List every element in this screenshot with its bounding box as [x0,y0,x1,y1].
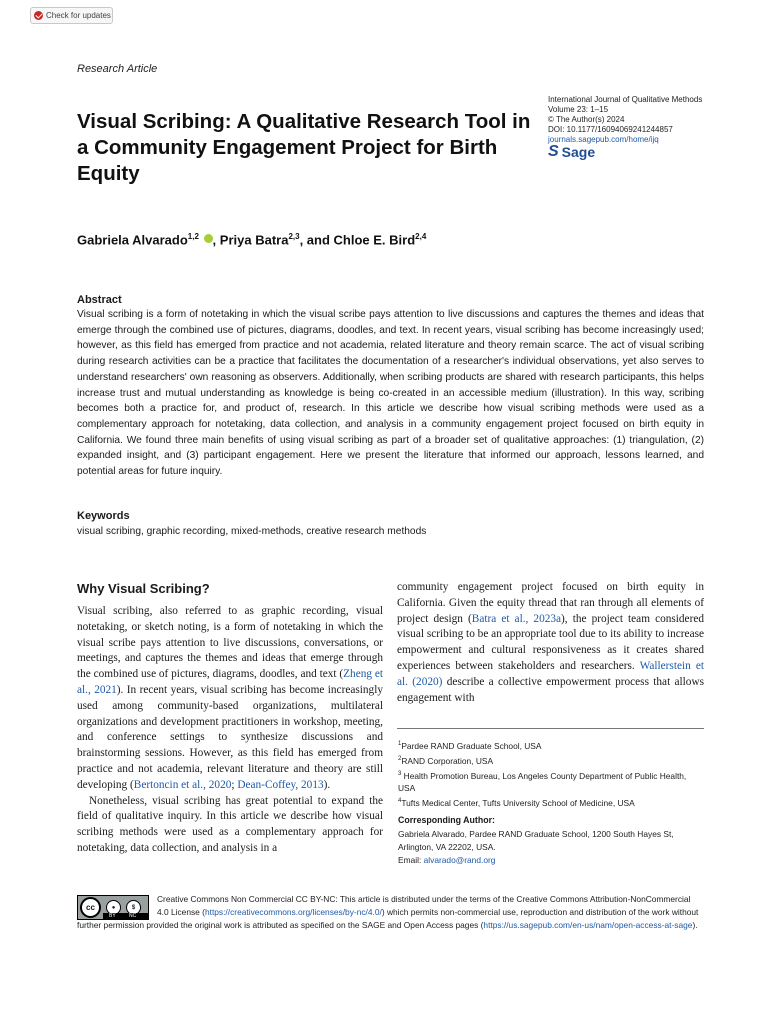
footnote-item [398,738,704,753]
footnote-item [398,795,704,810]
open-access-link[interactable]: https://us.sagepub.com/en-us/nam/open-access-at-sage [483,920,693,930]
footnote-text: RAND Corporation, USA [401,755,494,766]
attribution-person-icon: ● [106,900,121,915]
paper-title: Visual Scribing: A Qualitative Research Tool in a Community Engagement Project for Birth Equity [77,110,531,185]
author-name[interactable]: Priya Batra [219,232,289,248]
cc-logo-label-bar [103,913,148,919]
journal-info [548,95,703,160]
footnote-item [398,768,704,796]
body-text: Visual scribing, also referred to as graphic recording, visual notetaking, or sketch noting, is a form of notetaking in which the visual scribe pays attention to live discussions, conversations, or meetings, and captures the themes and ideas that emerge through the combined use of pictures, diagrams, doodles, and text ( [77,605,383,681]
keywords-text: visual scribing, graphic recording, mixed-methods, creative research methods [77,526,427,537]
footnote-text: Health Promotion Bureau, Los Angeles County Department of Public Health, USA [398,770,687,794]
email-label: Email: [398,855,424,865]
cc-nc-label: NC [129,913,137,919]
journal-name: International Journal of Qualitative Methods [548,95,703,104]
check-for-updates-label: Check for updates [46,11,111,20]
journal-copyright: © The Author(s) 2024 [548,115,625,124]
footnote-sup: 3 [398,770,402,777]
abstract-text: Visual scribing is a form of notetaking in which the visual scribe pays attention to live discussions and captures the themes and ideas that emerge through the combined use of pictures, diagrams, doodles, and text. In recent years, visual scribing has become increasingly used; however, as this field has emerged from practice and not academia, related literature and theory remain scarce. The act of visual scribing during research activities can be a practice that facilitates the documentation of a researcher's individual observations, yet also serves to understand researchers' own reasoning as observers. Additionally, when scribing products are shared with research participants, this helps increase trust and mutual understanding as knowledge is being co-created in an accessible medium (illustration). In this way, scribing becomes both a practice for, and product of, research. In this article we describe how visual scribing methods were used as a complementary approach for notetaking, data collection, and analysis in a community engagement project focused on birth equity in California. We found three main benefits of using visual scribing as part of a broader set of qualitative approaches: (1) triangulation, (2) expanded insight, and (3) participant engagement. Here we present the literature that informed our approach, lessons learned, and potential areas for future inquiry. [77,309,704,478]
noncommercial-dollar-icon: $ [126,900,141,915]
journal-volume: Volume 23: 1–15 [548,105,609,114]
author-affiliation-sup: 2,3 [288,232,300,241]
author-name[interactable]: Gabriela Alvarado [77,232,188,248]
license-text: Creative Commons Non Commercial CC BY-NC: This article is distributed under the terms of the Creative Commons Attribution-NonCommercial 4.0 License ( [157,894,691,917]
affiliation-footnotes [398,738,704,810]
body-text: ). In recent years, visual scribing has become increasingly used among community-based organizations, multilateral organizations and development practitioners in workshop, meeting, and conference settings to synthesize discussions and brainstorming sessions. However, as this field has emerged from practice and not academia, relevant literature and theory are still developing ( [77,683,383,791]
publisher-logo [548,143,702,160]
corresponding-email [398,854,704,867]
article-type: Research Article [77,63,158,75]
footnote-sup: 2 [398,755,402,762]
body-text: community engagement project focused on birth equity in California. Given the equity thread that ran through all elements of project design ( [397,581,704,625]
check-circle-icon [34,11,43,20]
license-notice [77,893,704,932]
sage-logo-icon: S [548,143,559,160]
body-paragraph: Nonetheless, visual scribing has great potential to expand the field of qualitative inquiry. In this article we describe how visual scribing methods were used as a complementary approach for notetaking, data collection, and analysis in a [77,794,383,854]
corresponding-author-heading: Corresponding Author: [398,815,495,825]
citation-link[interactable]: Batra et al., 2023a [471,612,562,625]
abstract-heading: Abstract [77,294,122,306]
license-link[interactable]: https://creativecommons.org/licenses/by-nc/4.0/ [204,907,382,917]
cc-icon: cc [80,897,101,918]
section-heading: Why Visual Scribing? [77,581,210,596]
author-affiliation-sup: 1,2 [187,232,199,241]
journal-url-link[interactable]: journals.sagepub.com/home/ijq [548,135,659,144]
body-paragraph [77,604,383,794]
corresponding-author-info [398,828,704,867]
body-column-left [77,604,383,857]
corresponding-address: Gabriela Alvarado, Pardee RAND Graduate School, 1200 South Hayes St, Arlington, VA 22202, USA. [398,829,674,852]
cc-license-logo[interactable] [77,895,149,920]
body-text: describe a collective empowerment process that allows engagement with [397,675,705,704]
citation-link[interactable]: Dean-Coffey, 2013 [237,778,324,791]
cc-by-label: BY [109,913,116,919]
license-text: ). [692,920,698,930]
license-text: ) which permits non-commercial use, reproduction and distribution of the work without further permission provided the original work is attributed as specified on the SAGE and Open Access pages ( [77,907,699,930]
footnote-text: Tufts Medical Center, Tufts University School of Medicine, USA [401,798,635,809]
citation-link[interactable]: Bertoncin et al., 2020 [133,778,232,791]
author-separator: , and [299,232,334,248]
email-link[interactable]: alvarado@rand.org [423,855,496,865]
author-separator: , [212,232,220,248]
journal-doi: DOI: 10.1177/16094069241244857 [548,125,673,134]
footnote-divider [397,728,704,729]
footnote-text: Pardee RAND Graduate School, USA [401,740,542,751]
body-text: ), the project team considered visual scribing to be an appropriate tool due to its ability to increase empowerment and cultural responsiveness as it creates shared experiences between stakeholders and researchers. [397,612,704,672]
footnote-item [398,753,704,768]
orcid-icon[interactable] [204,234,213,243]
body-paragraph [397,580,704,706]
author-affiliation-sup: 2,4 [415,232,427,241]
author-name[interactable]: Chloe E. Bird [333,232,416,248]
footnote-sup: 1 [398,741,402,747]
body-column-right [397,580,704,706]
publisher-name: Sage [561,144,596,160]
footnote-sup: 4 [398,798,402,805]
author-list [77,232,426,247]
keywords-heading: Keywords [77,510,130,522]
check-for-updates-button[interactable] [30,7,113,24]
citation-link[interactable]: Wallerstein et al. (2020) [397,659,704,688]
body-text: ; [231,778,238,791]
body-text: ). [323,778,331,791]
citation-link[interactable]: Zheng et al., 2021 [77,668,383,696]
